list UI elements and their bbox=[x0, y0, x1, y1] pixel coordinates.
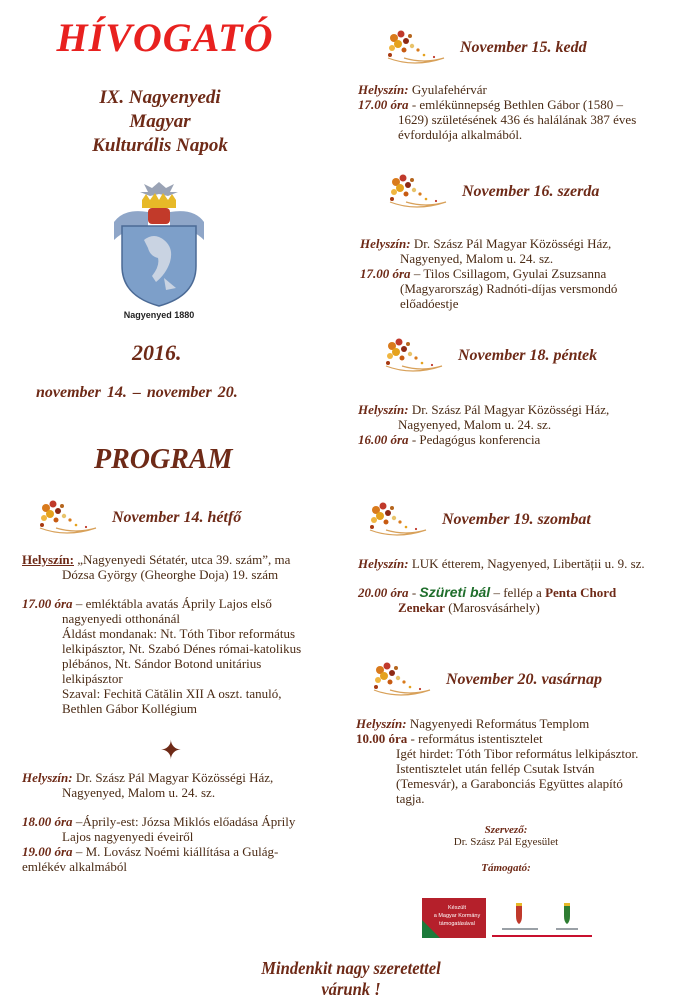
monday-block-1 bbox=[22, 552, 342, 716]
event-year: 2016. bbox=[132, 340, 182, 365]
event-text: - bbox=[408, 585, 420, 600]
event-text: emlékév alkalmából bbox=[22, 859, 128, 874]
event-text: (Marosvásárhely) bbox=[444, 600, 540, 615]
event-time: 10.00 óra bbox=[356, 731, 408, 746]
venue-text: Nagyenyedi Református Templom bbox=[406, 716, 590, 731]
ministry-logos-icon bbox=[492, 898, 592, 938]
logo-text: támogatásával bbox=[439, 921, 475, 927]
monday-block-2 bbox=[22, 770, 342, 874]
event-text: (Temesvár), a Garabonciás Együttes alapító bbox=[396, 776, 623, 791]
logo-text: a Magyar Kormány bbox=[433, 913, 481, 919]
event-text: (Magyarország) Radnóti-díjas versmondó bbox=[400, 281, 618, 296]
event-text: – fellép a bbox=[490, 585, 546, 600]
day-header-saturday bbox=[366, 500, 591, 540]
coat-of-arms bbox=[104, 178, 214, 328]
autumn-leaves-icon bbox=[382, 336, 454, 376]
supporter-logos bbox=[422, 898, 592, 938]
event-name-line-1: IX. Nagyenyedi bbox=[99, 87, 221, 108]
venue-label: Helyszín: bbox=[22, 770, 73, 785]
event-text: tagja. bbox=[396, 791, 425, 806]
event-text: – Tilos Csillagom, Gyulai Zsuzsanna bbox=[410, 266, 607, 281]
crest-caption: Nagyenyed 1880 bbox=[123, 310, 195, 320]
day-header-tuesday bbox=[384, 28, 587, 68]
day-header-monday bbox=[36, 498, 241, 538]
venue-text: Nagyenyed, Malom u. 24. sz. bbox=[400, 251, 554, 266]
sunday-block bbox=[356, 716, 686, 806]
band-name: Zenekar bbox=[398, 600, 445, 615]
venue-text: LUK étterem, Nagyenyed, Libertății u. 9. sz. bbox=[408, 556, 645, 571]
day-header-wednesday bbox=[386, 172, 599, 212]
venue-label: Helyszín: bbox=[358, 556, 409, 571]
event-text: lelkipásztor, Nt. Szabó Dénes római-katolikus bbox=[62, 641, 302, 656]
autumn-leaves-icon bbox=[366, 500, 438, 540]
event-time: 17.00 óra bbox=[360, 266, 411, 281]
event-text: Igét hirdet: Tóth Tibor református lelkipásztor. bbox=[396, 746, 639, 761]
event-text: –Áprily-est: Józsa Miklós előadása Áprily bbox=[72, 814, 296, 829]
event-name bbox=[60, 86, 260, 158]
event-text: - református istentisztelet bbox=[407, 731, 543, 746]
organizer-name: Dr. Szász Pál Egyesület bbox=[453, 836, 559, 848]
event-text: 1629) születésének 436 és halálának 387 éves bbox=[398, 112, 637, 127]
event-text: Áldást mondanak: Nt. Tóth Tibor református bbox=[62, 626, 296, 641]
band-name: Penta Chord bbox=[545, 585, 617, 600]
venue-text: Nagyenyed, Malom u. 24. sz. bbox=[62, 785, 216, 800]
venue-label: Helyszín: bbox=[22, 552, 74, 567]
autumn-leaves-icon bbox=[370, 660, 442, 700]
closing-message: Mindenkit nagy szeretettel várunk ! bbox=[261, 958, 441, 999]
venue-text: „Nagyenyedi Sétatér, utca 39. szám”, ma bbox=[77, 552, 291, 567]
wednesday-block bbox=[360, 236, 680, 311]
venue-text: Gyulafehérvár bbox=[408, 82, 487, 97]
event-text: Istentisztelet után fellép Csutak István bbox=[396, 761, 595, 776]
government-logo bbox=[422, 898, 486, 938]
venue-text: Dr. Szász Pál Magyar Közösségi Ház, bbox=[72, 770, 274, 785]
organizer bbox=[436, 824, 576, 848]
event-time: 18.00 óra bbox=[22, 814, 73, 829]
supporter bbox=[446, 862, 566, 874]
event-text: Bethlen Gábor Kollégium bbox=[62, 701, 198, 716]
day-title-sunday: November 20. vasárnap bbox=[446, 671, 602, 688]
venue-text: Nagyenyed, Malom u. 24. sz. bbox=[398, 417, 552, 432]
event-name-line-2: Magyar bbox=[129, 111, 191, 132]
day-header-sunday bbox=[370, 660, 602, 700]
program-heading: PROGRAM bbox=[94, 444, 233, 475]
event-text: - emlékünnepség Bethlen Gábor (1580 – bbox=[408, 97, 624, 112]
event-time: 17.00 óra bbox=[22, 596, 73, 611]
event-name-line-3: Kulturális Napok bbox=[92, 135, 228, 156]
four-point-star-icon: ✦ bbox=[160, 736, 182, 765]
event-text: – emléktábla avatás Áprily Lajos első bbox=[72, 596, 272, 611]
autumn-leaves-icon bbox=[386, 172, 458, 212]
event-time: 19.00 óra bbox=[22, 844, 73, 859]
day-title-wednesday: November 16. szerda bbox=[462, 183, 600, 200]
venue-label: Helyszín: bbox=[360, 236, 411, 251]
event-text: – M. Lovász Noémi kiállítása a Gulág- bbox=[72, 844, 279, 859]
event-text: lelkipásztor bbox=[62, 671, 123, 686]
event-time: 16.00 óra bbox=[358, 432, 409, 447]
event-text: nagyenyedi otthonánál bbox=[62, 611, 181, 626]
venue-label: Helyszín: bbox=[356, 716, 407, 731]
event-text: évfordulója alkalmából. bbox=[398, 127, 523, 142]
coat-of-arms-icon bbox=[104, 178, 214, 308]
saturday-block bbox=[358, 556, 688, 615]
day-title-friday: November 18. péntek bbox=[458, 347, 598, 364]
event-text: Szaval: Fechită Cătălin XII A oszt. tanuló, bbox=[62, 686, 282, 701]
venue-text: Dr. Szász Pál Magyar Közösségi Ház, bbox=[408, 402, 610, 417]
event-time: 20.00 óra bbox=[358, 585, 409, 600]
venue-text: Dózsa György (Gheorghe Doja) 19. szám bbox=[62, 567, 279, 582]
logo-text: Készült bbox=[447, 905, 467, 911]
supporter-label: Támogató: bbox=[481, 862, 531, 874]
event-text: Lajos nagyenyedi éveiről bbox=[62, 829, 194, 844]
day-title-monday: November 14. hétfő bbox=[112, 509, 242, 526]
tuesday-block bbox=[358, 82, 678, 142]
day-header-friday bbox=[382, 336, 597, 376]
poster-title: HÍVOGATÓ bbox=[56, 15, 274, 60]
event-text: előadóestje bbox=[400, 296, 459, 311]
venue-label: Helyszín: bbox=[358, 82, 409, 97]
autumn-leaves-icon bbox=[36, 498, 108, 538]
event-date-range: november 14. – november 20. bbox=[36, 384, 238, 401]
friday-block bbox=[358, 402, 678, 447]
organizer-label: Szervező: bbox=[484, 824, 528, 836]
event-highlight: Szüreti bál bbox=[419, 584, 491, 600]
venue-label: Helyszín: bbox=[358, 402, 409, 417]
day-title-saturday: November 19. szombat bbox=[442, 511, 591, 528]
event-text: - Pedagógus konferencia bbox=[408, 432, 541, 447]
autumn-leaves-icon bbox=[384, 28, 456, 68]
day-title-tuesday: November 15. kedd bbox=[460, 39, 587, 56]
event-text: plébános, Nt. Sándor Botond unitárius bbox=[62, 656, 262, 671]
venue-text: Dr. Szász Pál Magyar Közösségi Ház, bbox=[410, 236, 612, 251]
event-time: 17.00 óra bbox=[358, 97, 409, 112]
